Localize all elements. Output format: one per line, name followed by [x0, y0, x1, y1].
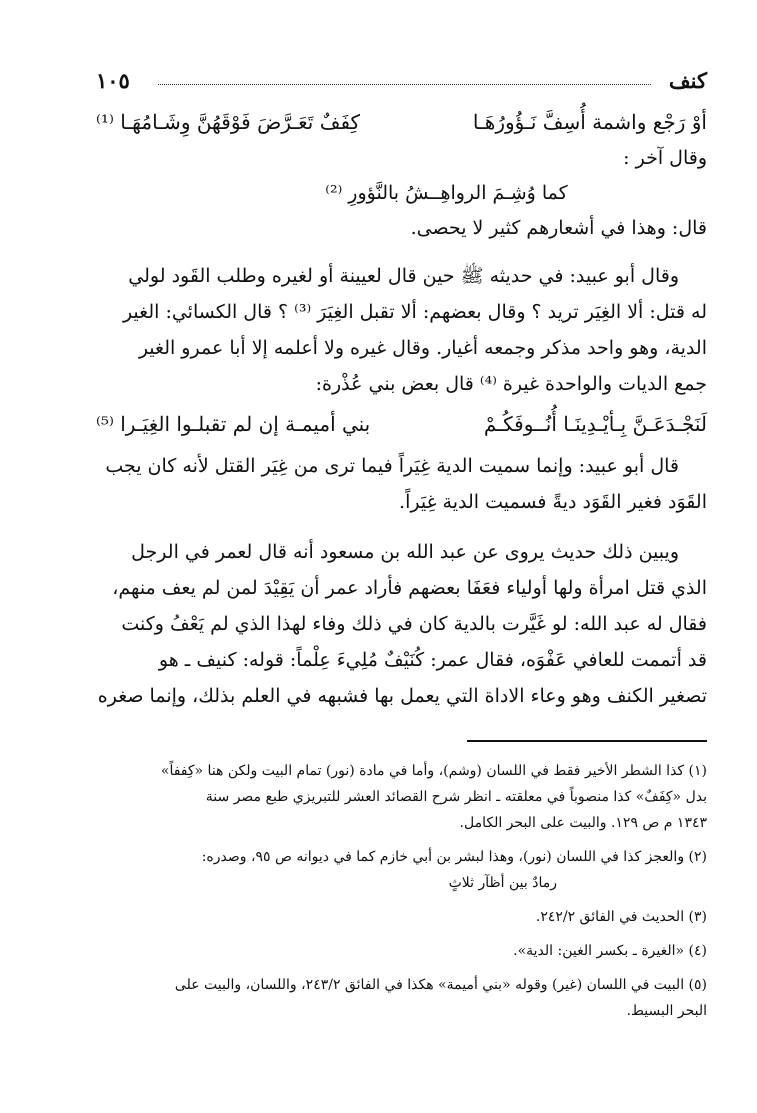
footnote-3: (٣) الحديث في الفائق ٢٤٢/٢.	[535, 909, 707, 925]
paragraph-3-line: الذي قتل امرأة ولها أولياء فعَفَا بعضهم فأراد عمر أن يَقِيْدَ لمن لم يعف منهم،	[112, 577, 707, 599]
verse-3-second-hemistich: بني أميمـة إن لم تقبلـوا الغِيَـرا ⁽⁵⁾	[96, 412, 371, 436]
paragraph-1-line: الدية، وهو واحد مذكر وجمعه أغيار. وقال غيره ولا أعلمه إلا أبا عمرو الغير	[138, 337, 707, 359]
footnote-4: (٤) «الغيرة ـ بكسر الغين: الدية».	[513, 943, 707, 959]
footnote-line: بدل «كِفَفٌ» كذا منصوباً في معلقته ـ انظر شرح القصائد العشر للتبريزي طبع مصر سنة	[205, 789, 707, 805]
paragraph-3	[96, 534, 707, 714]
paragraph-3-line: ويبين ذلك حديث يروى عن عبد الله بن مسعود أنه قال لعمر في الرجل	[131, 541, 679, 563]
verse-1-second-hemistich: كِفَفٌ تَعَـرَّضَ فَوْقَهُنَّ وِشَـامُهَـا ⁽¹⁾	[96, 110, 361, 134]
footnote-5	[96, 972, 707, 1024]
page-header	[96, 60, 707, 100]
header-dotted-rule	[158, 84, 651, 85]
footnote-line: (١) كذا الشطر الأخير فقط في اللسان (وشم)، وأما في مادة (نور) تمام البيت ولكن هنا «كِففاً»	[160, 763, 707, 779]
paragraph-1-line: جمع الديات والواحدة غيرة ⁽⁴⁾ قال بعض بني عُذْرة:	[315, 373, 707, 395]
footnote-separator	[467, 740, 707, 742]
paragraph-3-line: فقال له عبد الله: لو غَيَّرت بالدية كان في ذلك وفاء لهذا الذي لم يَعْفُ وكنت	[121, 613, 707, 635]
footnotes	[96, 758, 707, 1024]
paragraph-3-line: قد أتممت للعافي عَفْوَه، فقال عمر: كُنَيْفٌ مُلِيءَ عِلْماً: قوله: كنيف ـ هو	[158, 649, 707, 671]
paragraph-1-line: له قتل: ألا الغِيَر تريد ؟ وقال بعضهم: ألا تقبل الغِيَرَ ⁽³⁾ ؟ قال الكسائي: الغير	[122, 301, 707, 323]
running-title: كنف	[668, 68, 707, 93]
book-page	[96, 60, 707, 1060]
footnote-1	[96, 758, 707, 836]
verse-1-first-hemistich: أوْ رَجْع واشمة أُسِفَّ نَـؤُورُهَـا	[472, 110, 707, 134]
footnote-2	[96, 844, 707, 896]
footnote-line: (٢) والعجز كذا في اللسان (نور)، وهذا لبشر بن أبي خازم كما في ديوانه ص ٩٥، وصدره:	[201, 849, 707, 865]
paragraph-1	[96, 258, 707, 402]
comment-line: قال: وهذا في أشعارهم كثير لا يحصى.	[410, 217, 707, 239]
verse-1	[96, 104, 707, 140]
paragraph-3-line: تصغير الكنف وهو وعاء الاداة التي يعمل بها فشبهه في العلم بذلك، وإنما صغره	[97, 685, 707, 707]
page-number: ١٠٥	[96, 68, 130, 93]
footnote-line: ١٣٤٣ م ص ١٢٩. والبيت على البحر الكامل.	[459, 815, 707, 831]
another-said-line: وقال آخر :	[623, 147, 707, 169]
verse-2: كما وُشِـمَ الرواهِــشُ بالنَّؤورِ ⁽²⁾	[325, 182, 568, 204]
paragraph-2-line: القَوَد فغير القَوَد ديةً فسميت الدية غِيَراً.	[399, 491, 707, 513]
verse-3-first-hemistich: لَنَجْـدَعَـنَّ بِـأيْـدِينَـا أُنُــوفَكُـمْ	[483, 412, 707, 436]
paragraph-1-line: وقال أبو عبيد: في حديثه ﷺ حين قال لعيينة أو لغيره وطلب القَود لولي	[128, 265, 679, 287]
footnote-line: (٥) البيت في اللسان (غير) وقوله «بني أميمة» هكذا في الفائق ٢٤٣/٢، واللسان، والبيت على	[174, 977, 707, 993]
paragraph-2-line: قال أبو عبيد: وإنما سميت الدية غِيَراً فيما ترى من غِيَر القتل لأنه كان يجب	[105, 455, 679, 477]
footnote-line: البحر البسيط.	[626, 1003, 707, 1019]
verse-3	[96, 406, 707, 442]
paragraph-2	[96, 448, 707, 520]
footnote-2-verse: رمادٌ بين أظآر ثلاثٍ	[448, 875, 557, 891]
